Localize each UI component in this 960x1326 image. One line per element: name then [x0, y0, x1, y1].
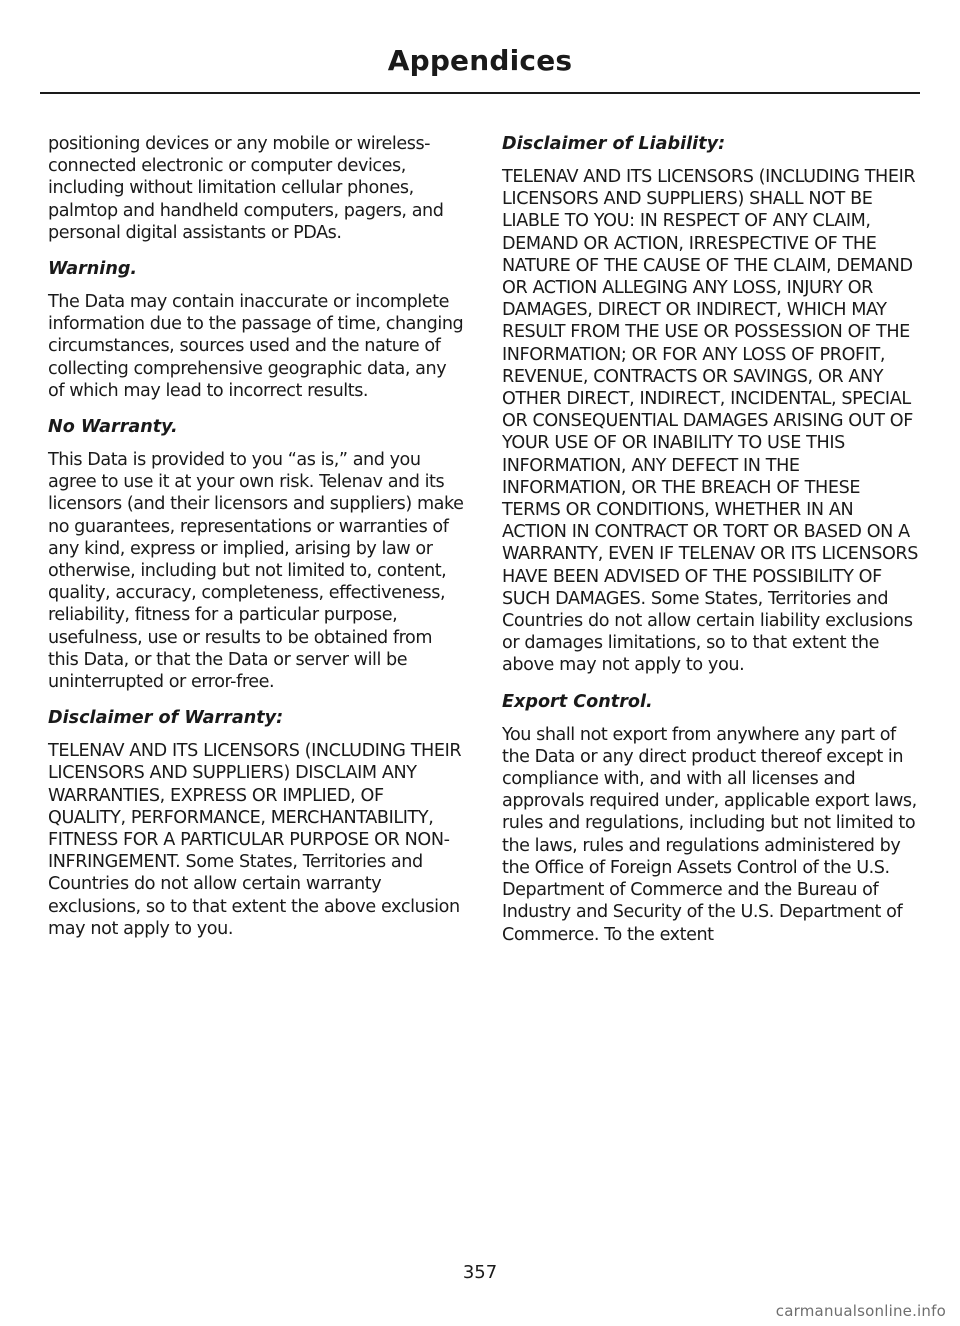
- page-header: [40, 0, 920, 94]
- heading-disclaimer-of-liability: Disclaimer of Liability:: [502, 134, 726, 154]
- paragraph-disclaimer-of-liability: TELENAV AND ITS LICENSORS (INCLUDING THEIR LICENSORS AND SUPPLIERS) SHALL NOT BE LIABLE TO YOU: IN RESPECT OF ANY CLAIM, DEMAND OR ACTION, IRRESPECTIVE OF THE NATURE OF THE CAUSE OF THE CLAIM, DEMAND OR ACTION ALLEGING ANY LOSS, INJURY OR DAMAGES, DIRECT OR INDIRECT, WHICH MAY RESULT FROM THE USE OR POSSESSION OF THE INFORMATION; OR FOR ANY LOSS OF PROFIT, REVENUE, CONTRACTS OR SAVINGS, OR ANY OTHER DIRECT, INDIRECT, INCIDENTAL, SPECIAL OR CONSEQUENTIAL DAMAGES ARISING OUT OF YOUR USE OF OR INABILITY TO USE THIS INFORMATION, ANY DEFECT IN THE INFORMATION, OR THE BREACH OF THESE TERMS OR CONDITIONS, WHETHER IN AN ACTION IN CONTRACT OR TORT OR BASED ON A WARRANTY, EVEN IF TELENAV OR ITS LICENSORS HAVE BEEN ADVISED OF THE POSSIBILITY OF SUCH DAMAGES. Some States, Territories and Countries do not allow certain liability exclusions or damages limitations, so to that extent the above may not apply to you.: [502, 167, 919, 676]
- paragraph-disclaimer-of-warranty: TELENAV AND ITS LICENSORS (INCLUDING THEIR LICENSORS AND SUPPLIERS) DISCLAIM ANY WARRANTIES, EXPRESS OR IMPLIED, OF QUALITY, PERFORMANCE, MERCHANTABILITY, FITNESS FOR A PARTICULAR PURPOSE OR NON-INFRINGEMENT. Some States, Territories and Countries do not allow certain warranty exclusions, so to that extent the above exclusion may not apply to you.: [48, 741, 462, 939]
- left-column: [48, 133, 464, 954]
- paragraph-export-control: You shall not export from anywhere any part of the Data or any direct product thereof except in compliance with, and with all licenses and approvals required under, applicable export laws, rules and regulations, including but not limited to the laws, rules and regulations administered by the Office of Foreign Assets Control of the U.S. Department of Commerce and the Bureau of Industry and Security of the U.S. Department of Commerce. To the extent: [502, 724, 917, 945]
- paragraph-positioning-devices: positioning devices or any mobile or wireless-connected electronic or computer devices, including without limitation cellular phones, palmtop and handheld computers, pagers, and personal digital assistants or PDAs.: [48, 134, 444, 243]
- heading-no-warranty: No Warranty.: [48, 417, 178, 438]
- source-watermark: carmanualsonline.info: [775, 1302, 946, 1320]
- paragraph-warning: The Data may contain inaccurate or incomplete information due to the passage of time, changing circumstances, sources used and the nature of collecting comprehensive geographic data, any of which may lead to incorrect results.: [48, 292, 464, 401]
- right-column: [502, 133, 918, 960]
- page-number: 357: [462, 1262, 498, 1283]
- heading-disclaimer-of-warranty: Disclaimer of Warranty:: [48, 708, 284, 729]
- page-title: Appendices: [387, 44, 573, 77]
- heading-warning: Warning.: [48, 259, 138, 280]
- heading-export-control: Export Control.: [502, 691, 653, 712]
- paragraph-no-warranty: This Data is provided to you “as is,” and you agree to use it at your own risk. Telenav and its licensors (and their licensors and suppliers) make no guarantees, representations or warranties of any kind, express or implied, arising by law or otherwise, including but not limited to, content, quality, accuracy, completeness, effectiveness, reliability, fitness for a particular purpose, usefulness, use or results to be obtained from this Data, or that the Data or server will be uninterrupted or error-free.: [48, 450, 464, 693]
